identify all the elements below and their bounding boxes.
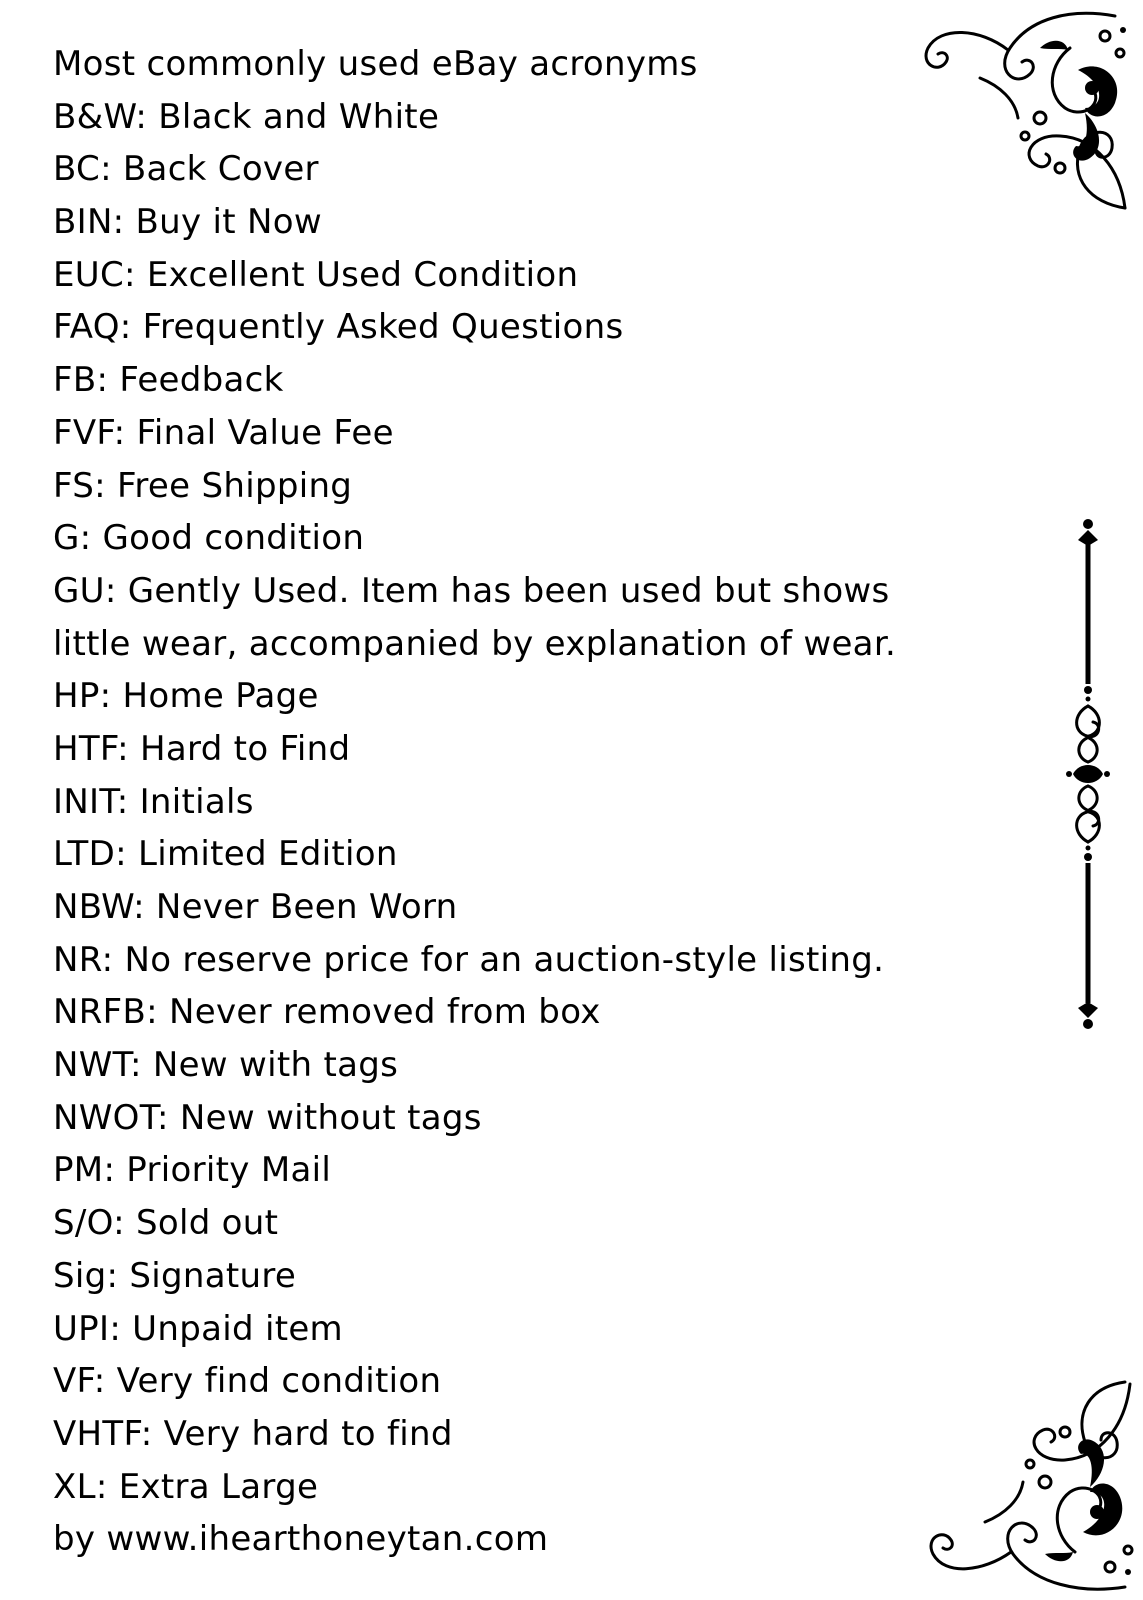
acronym-entry: FVF: Final Value Fee bbox=[53, 412, 394, 453]
acronym-entry: G: Good condition bbox=[53, 518, 365, 559]
acronym-entry: XL: Extra Large bbox=[53, 1466, 319, 1507]
acronym-entry: FAQ: Frequently Asked Questions bbox=[53, 307, 624, 348]
acronym-entry: FS: Free Shipping bbox=[53, 465, 353, 506]
acronym-entry: EUC: Excellent Used Condition bbox=[53, 254, 579, 295]
acronym-entry: NWOT: New without tags bbox=[53, 1097, 482, 1138]
acronym-document bbox=[53, 38, 933, 1566]
acronym-entry: LTD: Limited Edition bbox=[53, 834, 398, 875]
acronym-entry: NRFB: Never removed from box bbox=[53, 992, 601, 1033]
acronym-entry: HP: Home Page bbox=[53, 676, 319, 717]
acronym-entry-continuation: little wear, accompanied by explanation of wear. bbox=[53, 623, 897, 664]
acronym-entry: Sig: Signature bbox=[53, 1255, 297, 1296]
page-title: Most commonly used eBay acronyms bbox=[53, 44, 698, 84]
acronym-entry: PM: Priority Mail bbox=[53, 1150, 332, 1191]
scroll-divider-icon bbox=[1065, 518, 1111, 1030]
acronym-entry: VF: Very find condition bbox=[53, 1361, 442, 1402]
acronym-entry: S/O: Sold out bbox=[53, 1203, 279, 1244]
acronym-entry: NBW: Never Been Worn bbox=[53, 887, 458, 927]
credit-line: by www.ihearthoneytan.com bbox=[53, 1519, 549, 1560]
flourish-corner-icon bbox=[925, 1372, 1140, 1597]
acronym-entry: B&W: Black and White bbox=[53, 96, 440, 137]
acronym-entry: BC: Back Cover bbox=[53, 149, 319, 190]
acronym-entry: UPI: Unpaid item bbox=[53, 1308, 343, 1349]
flourish-corner-icon bbox=[920, 8, 1135, 218]
acronym-entry: HTF: Hard to Find bbox=[53, 728, 351, 769]
acronym-entry: FB: Feedback bbox=[53, 360, 284, 401]
acronym-entry: VHTF: Very hard to find bbox=[53, 1413, 453, 1454]
acronym-entry: INIT: Initials bbox=[53, 781, 254, 822]
acronym-entry: BIN: Buy it Now bbox=[53, 202, 322, 243]
acronym-entry: NWT: New with tags bbox=[53, 1045, 399, 1086]
acronym-entry: GU: Gently Used. Item has been used but shows bbox=[53, 570, 890, 611]
acronym-entry: NR: No reserve price for an auction-style listing. bbox=[53, 939, 885, 980]
